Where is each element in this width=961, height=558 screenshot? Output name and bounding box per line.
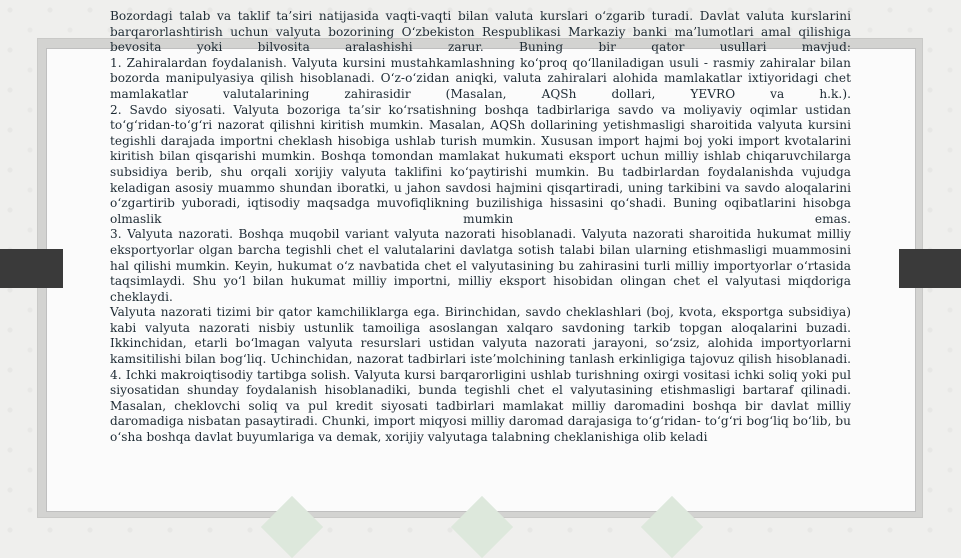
paragraph-macro-regulation: 4. Ichki makroiqtisodiy tartibga solish. Valyuta kursi barqarorligini ushlab turishning oxirgi vositasi ichki soliq yoki pul siyosatidan shunday foydalanish hisoblanadiki, bunda tegishli chet el valyutasining etishmasligi bartaraf qilinadi. Masalan, cheklovchi soliq va pul kredit siyosati tadbirlari mamlakat milliy daromadini boshqa bir davlat milliy daromadiga nisbatan pasaytiradi. Chunki, import miqyosi milliy daromad darajasiga to‘g‘ridan- to‘g‘ri bog‘liq bo‘lib, bu o‘sha boshqa davlat buyumlariga va demak, xorijiy valyutaga talabning cheklanishiga olib keladi [110, 367, 851, 445]
paragraph-reserves: 1. Zahiralardan foydalanish. Valyuta kursini mustahkamlashning ko‘proq qo‘llaniladigan usuli - rasmiy zahiralar bilan bozorda manipulyasiya qilish hisoblanadi. O‘z-o‘zidan aniqki, valuta zahiralari alohida mamlakatlar ixtiyoridagi chet mamlakatlar valutalarining zahirasidir (Masalan, AQSh dollari, YEVRO va h.k.). [110, 55, 851, 101]
document-body [110, 9, 851, 446]
right-accent-bar [899, 249, 961, 288]
intro-paragraph: Bozordagi talab va taklif ta’siri natijasida vaqti-vaqti bilan valuta kurslari o‘zgarib turadi. Davlat valuta kurslarini barqarorlashtirish uchun valyuta bozorining O‘zbekiston Respublikasi Markaziy banki ma’lumotlari amal qilishiga bevosita yoki bilvosita aralashishi zarur. Buning bir qator usullari mavjud: [110, 9, 851, 55]
left-accent-bar [0, 249, 63, 288]
paragraph-trade-policy: 2. Savdo siyosati. Valyuta bozoriga ta’sir ko‘rsatishning boshqa tadbirlariga savdo va moliyaviy oqimlar ustidan to‘g‘ridan-to‘g‘ri nazorat qilishni kiritish mumkin. Masalan, AQSh dollarining yetishmasligi sharoitida valyuta kursini tegishli darajada importni cheklash hisobiga ushlab turish mumkin. Xususan import hajmi boj yoki import kvotalarini kiritish bilan qisqarishi mumkin. Boshqa tomondan mamlakat hukumati eksport uchun milliy ishlab chiqaruvchilarga subsidiya berib, shu orqali xorijiy valyuta taklifini ko‘paytirishi mumkin. Bu tadbirlardan foydalanishda vujudga keladigan asosiy muammo shundan iboratki, u jahon savdosi hajmini qisqartiradi, uning tarkibini va savdo aloqalarini o‘zgartirib yuboradi, iqtisodiy maqsadga muvofiqlikning buzilishiga hissasini qo‘shadi. Buning oqibatlarini hisobga olmaslik mumkin emas. [110, 102, 851, 226]
paragraph-control-drawbacks: Valyuta nazorati tizimi bir qator kamchiliklarga ega. Birinchidan, savdo cheklashlari (boj, kvota, eksportga subsidiya) kabi valyuta nazorati nisbiy ustunlik tamoiliga asoslangan xalqaro savdoning tarkib topgan aloqalarini buzadi. Ikkinchidan, etarli bo‘lmagan valyuta resurslari ustidan valyuta nazorati jarayoni, so‘zsiz, alohida importyorlarni kamsitilishi bilan bog‘liq. Uchinchidan, nazorat tadbirlari iste’molchining tanlash erkinligiga tajovuz qilish hisoblanadi. [110, 305, 851, 367]
paragraph-currency-control: 3. Valyuta nazorati. Boshqa muqobil variant valyuta nazorati hisoblanadi. Valyuta nazorati sharoitida hukumat milliy eksportyorlar olgan barcha tegishli chet el valutalarini davlatga sotish talabi bilan ularning etishmasligi muammosini hal qilishi mumkin. Keyin, hukumat o‘z navbatida chet el valyutasining bu zahirasini turli milliy importyorlar o‘rtasida taqsimlaydi. Shu yo‘l bilan hukumat milliy importni, milliy eksport hisobidan olingan chet el valyutasi miqdoriga cheklaydi. [110, 227, 851, 304]
